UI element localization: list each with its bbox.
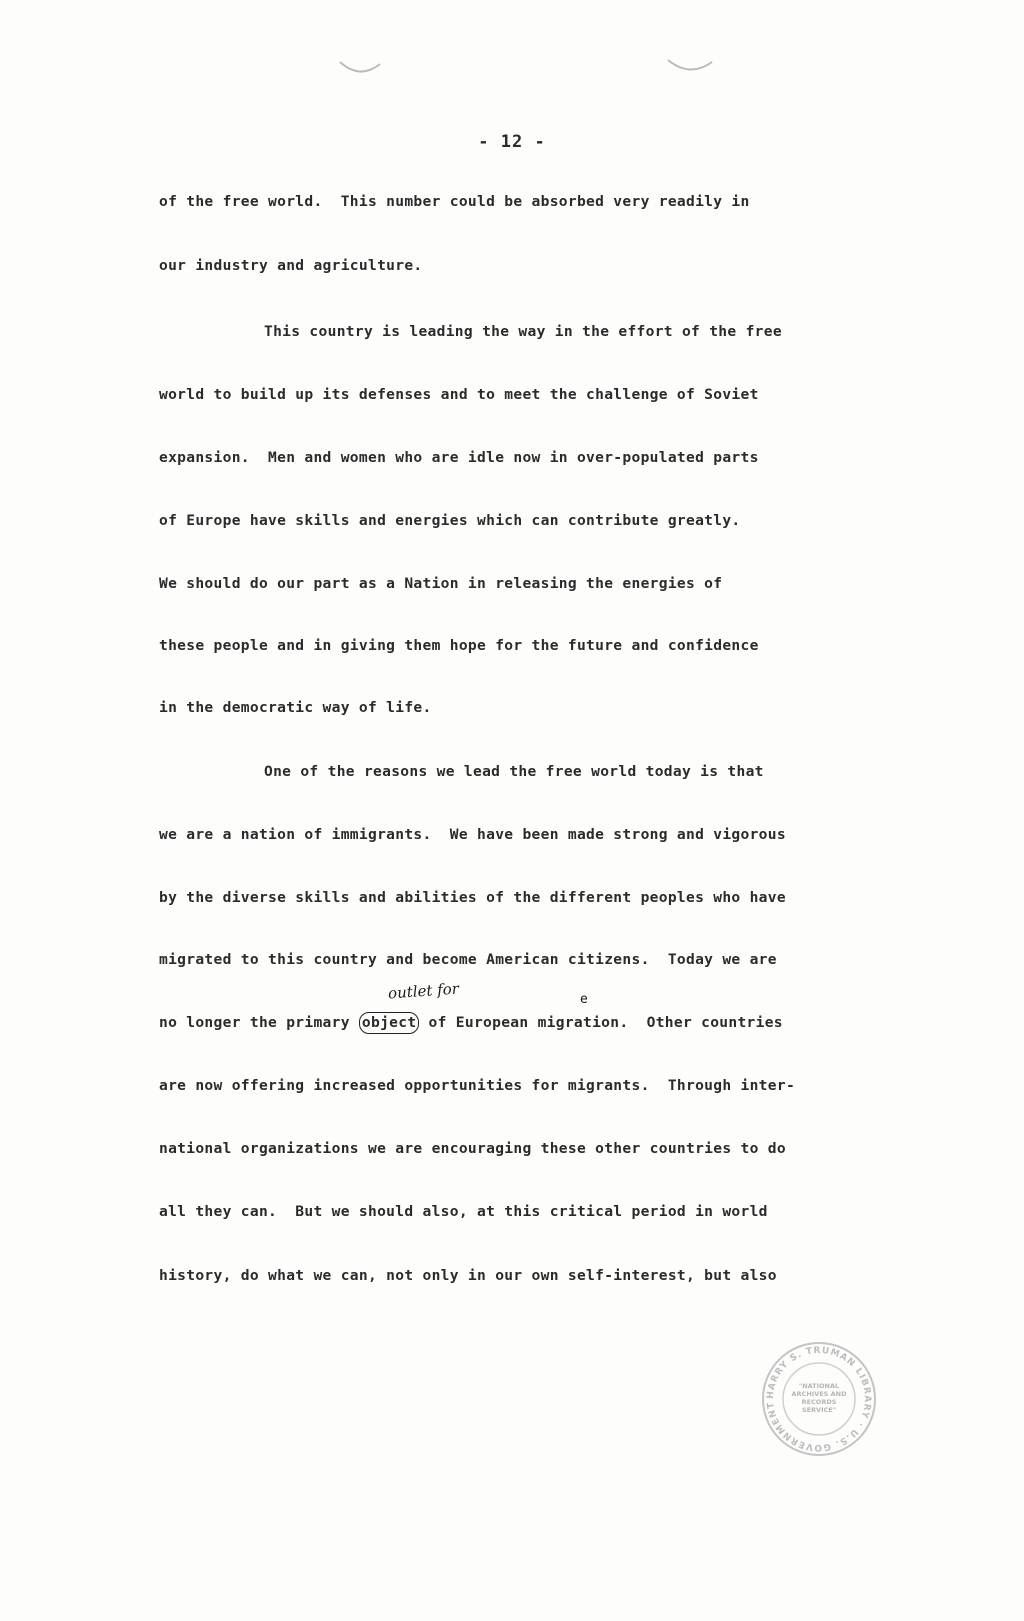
text-line: in the democratic way of life.: [159, 699, 432, 716]
text-line: history, do what we can, not only in our own self-interest, but also: [159, 1267, 777, 1284]
annotated-text-line: [159, 1012, 783, 1034]
handwritten-letter: e: [580, 992, 588, 1007]
scan-edge-marks: [0, 0, 1024, 90]
text-line: these people and in giving them hope for the future and confidence: [159, 637, 759, 654]
text-line: migrated to this country and become American citizens. Today we are: [159, 951, 777, 968]
text-line: our industry and agriculture.: [159, 257, 423, 274]
text-line: of the free world. This number could be absorbed very readily in: [159, 193, 750, 210]
paragraph-start-line: One of the reasons we lead the free world today is that: [264, 763, 764, 780]
text-line: national organizations we are encouraging these other countries to do: [159, 1140, 786, 1157]
text-line: of Europe have skills and energies which can contribute greatly.: [159, 512, 741, 529]
paragraph-start-line: This country is leading the way in the effort of the free: [264, 323, 782, 340]
text-line: world to build up its defenses and to meet the challenge of Soviet: [159, 386, 759, 403]
text-line: by the diverse skills and abilities of the different peoples who have: [159, 889, 786, 906]
line-segment: of: [419, 1014, 447, 1031]
archive-stamp: [760, 1340, 878, 1458]
line-segment: no longer the primary: [159, 1014, 359, 1031]
line-segment: European: [446, 1014, 529, 1031]
page-number: - 12 -: [478, 132, 546, 152]
text-line: all they can. But we should also, at this critical period in world: [159, 1203, 768, 1220]
handwritten-insertion: outlet for: [387, 979, 460, 1003]
line-segment: migration. Other countries: [528, 1014, 783, 1031]
struck-word: object: [359, 1012, 420, 1034]
text-line: expansion. Men and women who are idle now in over-populated parts: [159, 449, 759, 466]
text-line: we are a nation of immigrants. We have been made strong and vigorous: [159, 826, 786, 843]
text-line: are now offering increased opportunities for migrants. Through inter-: [159, 1077, 796, 1094]
stamp-inner-text: "NATIONAL ARCHIVES AND RECORDS SERVICE": [791, 1382, 847, 1414]
stamp-outer-text: HARRY S. TRUMAN LIBRARY · U.S. GOVERNMENT: [765, 1345, 873, 1453]
text-line: We should do our part as a Nation in releasing the energies of: [159, 575, 723, 592]
